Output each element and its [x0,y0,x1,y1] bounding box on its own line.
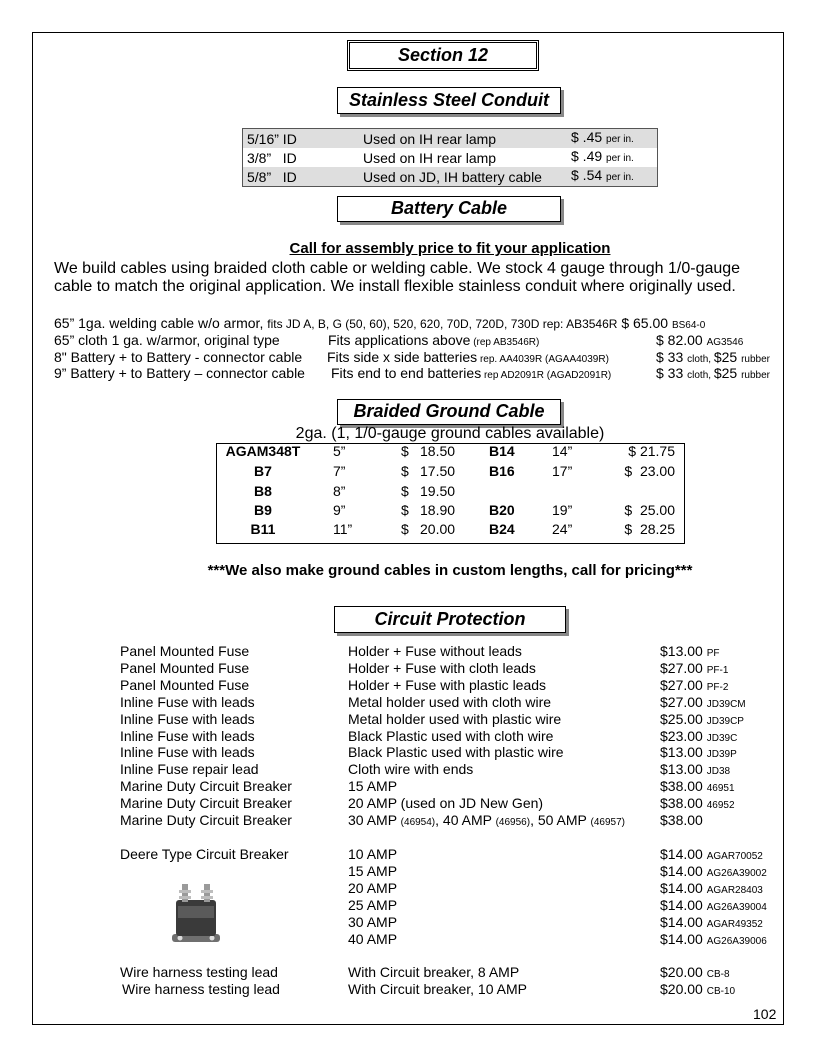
size-cell: 5/16” ID [243,129,360,149]
battery-item-4-label: 9” Battery + to Battery – connector cable [54,365,305,381]
product-price [660,660,728,676]
part-number: B7 [254,463,272,479]
part-number: B24 [489,521,515,537]
battery-call-line: Call for assembly price to fit your application [289,240,611,257]
battery-item-2-fit [328,332,539,348]
amp: , 50 AMP [530,812,591,828]
price: $27.00 [660,659,703,676]
length: 11” [333,521,353,537]
price: $38.00 [660,795,703,812]
product-desc: With Circuit breaker, 10 AMP [348,981,527,997]
product-name: Inline Fuse with leads [120,710,255,727]
part-code: PF [706,648,720,659]
product-name: Wire harness testing lead [120,964,278,980]
item-price-alt: $25 [713,365,742,381]
desc-cell: Used on JD, IH battery cable [359,167,567,187]
price: 18.50 [420,443,456,459]
product-price [660,897,767,913]
part-code: AGAR70052 [706,851,763,862]
part-code: AGAR28403 [706,884,763,896]
amp: , 40 AMP [435,812,496,828]
product-desc: 20 AMP (used on JD New Gen) [348,795,544,812]
price: 19.50 [420,483,456,499]
item-price: $ 65.00 [617,315,672,331]
length: 8” [333,483,346,499]
item-fitment: Fits side x side batteries [327,349,478,365]
price: $ .49 [571,148,603,164]
product-name: Inline Fuse with leads [120,693,255,710]
product-price [660,761,730,777]
unit: per in. [606,153,634,164]
length: 24” [552,521,573,537]
ground-custom-note: ***We also make ground cables in custom lengths, call for pricing*** [207,562,693,579]
part-code: AGAR49352 [706,918,763,930]
part: (46957) [590,817,625,828]
part-code: JD38 [706,766,731,778]
price: $27.00 [660,676,703,693]
marine-last-price: $38.00 [660,812,703,828]
length: 9” [333,502,346,518]
product-price [660,863,767,879]
price: $ 21.75 [628,443,675,459]
ground-subtitle: 2ga. (1, 1/0-gauge ground cables available) [295,425,605,442]
price: 17.50 [420,463,456,479]
product-name: Inline Fuse repair lead [120,761,259,778]
price: $14.00 [660,862,703,879]
product-price [660,846,763,862]
product-desc: Black Plastic used with plastic wire [348,744,564,761]
product-price [660,778,735,794]
item-fitment: Fits end to end batteries [331,365,482,381]
currency: $ [401,483,409,499]
item-code-alt: rubber [741,354,770,365]
length: 7” [333,463,346,479]
amp-rating: 40 AMP [348,930,398,947]
price: $13.00 [660,744,703,761]
price: $ .45 [571,129,603,145]
product-price [660,643,720,659]
part-number: B8 [254,483,272,499]
product-price [660,981,735,997]
battery-item-4-price [656,365,770,381]
marine-last-name: Marine Duty Circuit Breaker [120,812,292,828]
part-number: B14 [489,443,515,459]
terminal-nut [201,896,213,899]
item-price: $ 33 [656,365,688,381]
product-price [660,677,728,693]
item-rep: rep. AA4039R (AGAA4039R) [477,354,609,365]
battery-paragraph-line-1: We build cables using braided cloth cable or welding cable. We stock 4 gauge through 1/0-gauge [54,260,741,277]
table-row [243,167,658,187]
table-row [243,129,658,149]
product-name: Inline Fuse with leads [120,727,255,744]
product-price [660,795,735,811]
item-rep: rep AD2091R (AGAD2091R) [481,370,612,381]
part-number: B16 [489,463,515,479]
product-name: Marine Duty Circuit Breaker [120,778,292,795]
circuit-title: Circuit Protection [334,606,566,633]
item-rep: (rep AB3546R) [470,337,540,348]
product-name: Inline Fuse with leads [120,744,255,761]
price: 20.00 [420,521,456,537]
item-code: cloth, [687,354,714,365]
price: $ 23.00 [624,463,675,479]
part-number: B11 [250,521,276,537]
product-price [660,914,763,930]
price: $27.00 [660,693,703,710]
price: $ .54 [571,167,603,183]
desc-cell: Used on IH rear lamp [359,148,567,167]
battery-item-3-fit [327,349,609,365]
unit: per in. [606,134,634,145]
part-code: 46952 [706,800,735,812]
item-code: AG3546 [706,337,744,348]
item-label: 65” 1ga. welding cable w/o armor, [54,315,268,331]
part-code: JD39C [706,732,738,744]
part-code: JD39P [706,749,737,761]
battery-paragraph-line-2: cable to match the original application. We install flexible stainless conduit where originally used. [54,278,736,295]
section-title: Section 12 [347,40,539,71]
deere-breaker-name: Deere Type Circuit Breaker [120,846,289,862]
product-desc: Cloth wire with ends [348,761,474,778]
stainless-table [242,128,658,187]
part-code: 46951 [706,783,735,795]
part: (46956) [495,817,531,828]
item-code-alt: rubber [741,370,770,381]
product-desc: With Circuit breaker, 8 AMP [348,964,520,980]
length: 5” [333,443,346,459]
item-fitment: fits JD A, B, G (50, 60), 520, 620, 70D, 720D, 730D rep: AB3546R [267,317,618,331]
circuit-breaker-photo [168,876,224,946]
item-price: $ 82.00 [656,332,707,348]
price: $38.00 [660,778,703,795]
price-cell [567,167,658,187]
price: $20.00 [660,964,703,980]
amp: 30 AMP [348,812,401,828]
price: $23.00 [660,727,703,744]
item-code: BS64-0 [671,320,706,331]
product-desc: Black Plastic used with cloth wire [348,727,554,744]
price: $14.00 [660,913,703,930]
stainless-title: Stainless Steel Conduit [337,87,561,114]
part-code: AG26A39004 [706,901,767,913]
price: 18.90 [420,502,456,518]
part-code: JD39CP [706,715,744,727]
terminal-nut [179,896,191,899]
price: $ 25.00 [624,502,675,518]
product-name: Panel Mounted Fuse [120,676,250,693]
part-code: PF-1 [706,664,729,676]
price: $13.00 [660,761,703,778]
unit: per in. [606,172,634,183]
product-name: Marine Duty Circuit Breaker [120,795,292,812]
breaker-label [178,906,214,918]
product-price [660,880,763,896]
item-code: cloth, [687,370,714,381]
amp-rating: 15 AMP [348,862,398,879]
price: $14.00 [660,896,703,913]
desc-cell: Used on IH rear lamp [359,129,567,149]
battery-item-3-label: 8" Battery + to Battery - connector cable [54,349,303,365]
part-code: PF-2 [706,681,729,693]
amp-rating: 25 AMP [348,896,398,913]
price-cell [567,148,658,167]
product-name: Panel Mounted Fuse [120,643,250,659]
product-name: Panel Mounted Fuse [120,659,250,676]
product-price [660,744,737,760]
ground-title: Braided Ground Cable [337,399,561,425]
battery-item-4-fit [331,365,611,381]
product-price [660,931,767,947]
product-desc: Holder + Fuse with plastic leads [348,676,547,693]
terminal-nut [201,890,213,893]
product-desc: Metal holder used with plastic wire [348,710,562,727]
product-desc: Holder + Fuse without leads [348,643,522,659]
currency: $ [401,463,409,479]
currency: $ [401,502,409,518]
price: $13.00 [660,643,703,659]
part-code: CB-10 [706,986,736,997]
part-number: B20 [489,502,515,518]
amp-rating: 30 AMP [348,913,398,930]
product-desc: Holder + Fuse with cloth leads [348,659,536,676]
price: $14.00 [660,879,703,896]
size-cell: 3/8” ID [243,148,360,167]
price-cell [567,129,658,149]
battery-title: Battery Cable [337,196,561,222]
battery-item-2-price [656,332,743,348]
part-code: CB-8 [706,969,730,980]
amp-rating: 10 AMP [348,846,398,862]
table-row [243,148,658,167]
part-number: AGAM348T [225,443,301,459]
item-fitment: Fits applications above [328,332,471,348]
product-desc: Metal holder used with cloth wire [348,693,552,710]
part-code: AG26A39006 [706,935,767,947]
item-price: $ 33 [656,349,688,365]
price: $14.00 [660,846,703,862]
battery-item-2-label: 65” cloth 1 ga. w/armor, original type [54,332,280,348]
length: 14” [552,443,573,459]
marine-last-desc [348,812,625,828]
product-name: Wire harness testing lead [122,981,280,997]
currency: $ [401,443,409,459]
price: $25.00 [660,710,703,727]
product-price [660,728,737,744]
amp-rating: 20 AMP [348,879,398,896]
price: $20.00 [660,981,703,997]
part-code: AG26A39002 [706,867,767,879]
mount-hole [178,936,183,941]
battery-item-3-price [656,349,770,365]
item-price-alt: $25 [713,349,742,365]
part-number: B9 [254,502,272,518]
currency: $ [401,521,409,537]
battery-item-1 [54,315,705,331]
price: $ 28.25 [624,521,675,537]
length: 17” [552,463,573,479]
mount-hole [210,936,215,941]
product-price [660,694,746,710]
product-price [660,964,730,980]
part-code: JD39CM [706,698,746,710]
terminal-nut [179,890,191,893]
price: $14.00 [660,930,703,947]
size-cell: 5/8” ID [243,167,360,187]
product-desc: 15 AMP [348,778,398,795]
part: (46954) [400,817,436,828]
length: 19” [552,502,573,518]
product-price [660,711,744,727]
page-number: 102 [753,1006,777,1022]
